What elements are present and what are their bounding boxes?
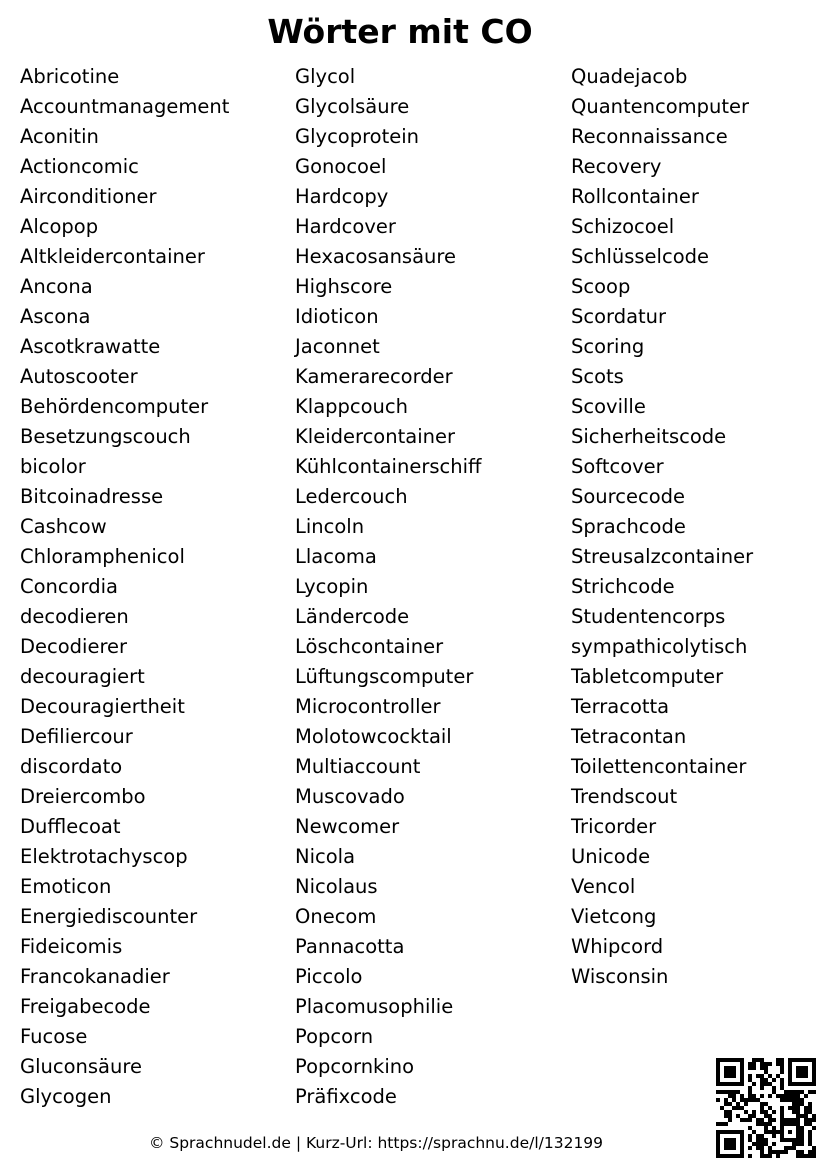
word-item: Bitcoinadresse xyxy=(20,485,164,508)
word-column-2 xyxy=(295,62,481,1112)
word-item: Reconnaissance xyxy=(571,125,728,148)
word-item: Scoville xyxy=(571,395,646,418)
word-item: Elektrotachyscop xyxy=(20,845,188,868)
word-item: Sourcecode xyxy=(571,485,686,508)
word-item: Nicola xyxy=(295,845,356,868)
word-item: decodieren xyxy=(20,605,129,628)
word-item: Defiliercour xyxy=(20,725,133,748)
word-item: Vietcong xyxy=(571,905,657,928)
word-item: Francokanadier xyxy=(20,965,170,988)
word-item: Strichcode xyxy=(571,575,675,598)
word-item: Glycogen xyxy=(20,1085,112,1108)
word-item: Jaconnet xyxy=(295,335,380,358)
word-item: Sprachcode xyxy=(571,515,686,538)
word-item: Tetracontan xyxy=(571,725,687,748)
word-item: Unicode xyxy=(571,845,651,868)
word-item: Wisconsin xyxy=(571,965,669,988)
word-item: Recovery xyxy=(571,155,662,178)
word-item: Löschcontainer xyxy=(295,635,444,658)
word-item: Whipcord xyxy=(571,935,664,958)
word-item: Scoring xyxy=(571,335,645,358)
word-item: Kamerarecorder xyxy=(295,365,453,388)
word-item: Studentencorps xyxy=(571,605,726,628)
word-item: Nicolaus xyxy=(295,875,378,898)
word-item: Popcorn xyxy=(295,1025,374,1048)
word-item: Fideicomis xyxy=(20,935,123,958)
word-item: Toilettencontainer xyxy=(571,755,747,778)
word-item: Cashcow xyxy=(20,515,107,538)
word-item: Altkleidercontainer xyxy=(20,245,205,268)
word-item: Autoscooter xyxy=(20,365,138,388)
word-item: Schlüsselcode xyxy=(571,245,709,268)
word-item: Microcontroller xyxy=(295,695,441,718)
word-item: Besetzungscouch xyxy=(20,425,191,448)
word-item: bicolor xyxy=(20,455,86,478)
word-item: Schizocoel xyxy=(571,215,675,238)
word-item: Hexacosansäure xyxy=(295,245,456,268)
word-item: Gonocoel xyxy=(295,155,387,178)
word-item: discordato xyxy=(20,755,123,778)
word-item: Glycoprotein xyxy=(295,125,420,148)
word-item: Concordia xyxy=(20,575,118,598)
word-item: Ländercode xyxy=(295,605,410,628)
word-item: Idioticon xyxy=(295,305,379,328)
word-item: Pannacotta xyxy=(295,935,405,958)
word-item: Sicherheitscode xyxy=(571,425,727,448)
word-item: Muscovado xyxy=(295,785,405,808)
word-item: Scordatur xyxy=(571,305,667,328)
word-item: Lycopin xyxy=(295,575,369,598)
word-item: Placomusophilie xyxy=(295,995,454,1018)
word-item: Glycol xyxy=(295,65,356,88)
word-item: Tabletcomputer xyxy=(571,665,724,688)
word-item: Multiaccount xyxy=(295,755,421,778)
word-item: Ascona xyxy=(20,305,91,328)
word-item: Trendscout xyxy=(571,785,678,808)
word-item: Hardcover xyxy=(295,215,396,238)
word-item: Onecom xyxy=(295,905,377,928)
word-item: Lüftungscomputer xyxy=(295,665,474,688)
word-item: Glycolsäure xyxy=(295,95,410,118)
word-item: Molotowcocktail xyxy=(295,725,452,748)
word-item: Fucose xyxy=(20,1025,88,1048)
word-column-1 xyxy=(20,62,229,1112)
word-item: Lincoln xyxy=(295,515,365,538)
word-item: Gluconsäure xyxy=(20,1055,142,1078)
word-item: Rollcontainer xyxy=(571,185,699,208)
word-item: Scoop xyxy=(571,275,631,298)
word-item: Decouragiertheit xyxy=(20,695,185,718)
word-item: Behördencomputer xyxy=(20,395,209,418)
word-item: Ascotkrawatte xyxy=(20,335,161,358)
word-item: Alcopop xyxy=(20,215,99,238)
word-item: Vencol xyxy=(571,875,636,898)
word-item: Ledercouch xyxy=(295,485,408,508)
word-item: Präfixcode xyxy=(295,1085,397,1108)
word-item: Piccolo xyxy=(295,965,363,988)
word-item: Newcomer xyxy=(295,815,400,838)
word-item: Hardcopy xyxy=(295,185,389,208)
word-item: Dreiercombo xyxy=(20,785,146,808)
word-item: Airconditioner xyxy=(20,185,157,208)
word-item: Klappcouch xyxy=(295,395,409,418)
word-item: Llacoma xyxy=(295,545,377,568)
word-item: Energiediscounter xyxy=(20,905,198,928)
word-item: decouragiert xyxy=(20,665,145,688)
word-item: Freigabecode xyxy=(20,995,151,1018)
word-item: Aconitin xyxy=(20,125,99,148)
word-item: Softcover xyxy=(571,455,664,478)
word-item: Emoticon xyxy=(20,875,112,898)
word-item: Scots xyxy=(571,365,624,388)
word-item: Tricorder xyxy=(571,815,657,838)
word-item: Decodierer xyxy=(20,635,128,658)
word-item: Kühlcontainerschiff xyxy=(295,455,482,478)
word-item: Actioncomic xyxy=(20,155,139,178)
word-item: Quantencomputer xyxy=(571,95,750,118)
qr-code-icon xyxy=(716,1058,816,1158)
word-item: Dufflecoat xyxy=(20,815,121,838)
word-item: Chloramphenicol xyxy=(20,545,185,568)
word-item: Accountmanagement xyxy=(20,95,230,118)
word-item: Ancona xyxy=(20,275,93,298)
word-item: sympathicolytisch xyxy=(571,635,748,658)
word-column-3 xyxy=(571,62,753,992)
word-item: Popcornkino xyxy=(295,1055,415,1078)
word-item: Streusalzcontainer xyxy=(571,545,754,568)
word-item: Kleidercontainer xyxy=(295,425,455,448)
page-title: Wörter mit CO xyxy=(267,12,533,51)
word-item: Terracotta xyxy=(571,695,670,718)
word-item: Abricotine xyxy=(20,65,120,88)
word-item: Highscore xyxy=(295,275,393,298)
word-item: Quadejacob xyxy=(571,65,688,88)
footer-copyright-url: © Sprachnudel.de | Kurz-Url: https://sprachnu.de/l/132199 xyxy=(148,1134,604,1152)
